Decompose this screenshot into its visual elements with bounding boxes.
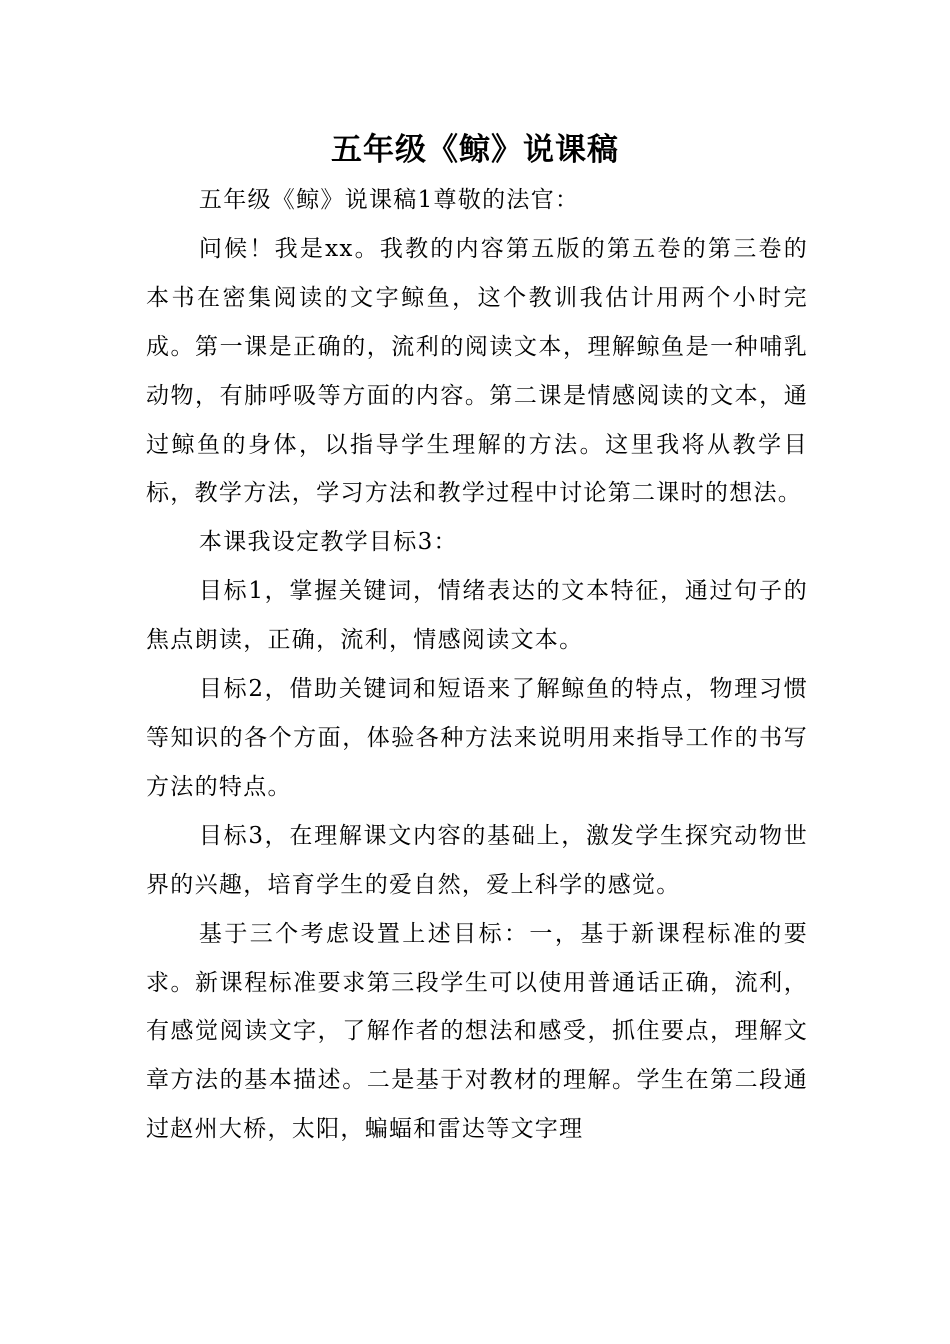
document-title: 五年级《鲸》说课稿 [331, 132, 619, 168]
document-body [146, 176, 808, 1154]
paragraph-rationale: 基于三个考虑设置上述目标：一，基于新课程标准的要求。新课程标准要求第三段学生可以使用普通话正确，流利，有感觉阅读文字，了解作者的想法和感受，抓住要点，理解文章方法的基本描述。二是基于对教材的理解。学生在第二段通过赵州大桥，太阳，蝙蝠和雷达等文字理 [146, 920, 808, 1143]
paragraph-goal-3: 目标3，在理解课文内容的基础上，激发学生探究动物世界的兴趣，培育学生的爱自然，爱上科学的感觉。 [146, 822, 808, 898]
paragraph-greeting: 五年级《鲸》说课稿1尊敬的法官： [198, 187, 580, 213]
paragraph-goal-2: 目标2，借助关键词和短语来了解鲸鱼的特点，物理习惯等知识的各个方面，体验各种方法来说明用来指导工作的书写方法的特点。 [146, 676, 808, 800]
paragraph-goal-1: 目标1，掌握关键词，情绪表达的文本特征，通过句子的焦点朗读，正确，流利，情感阅读文本。 [146, 578, 808, 654]
paragraph-introduction: 问候！我是xx。我教的内容第五版的第五卷的第三卷的本书在密集阅读的文字鲸鱼，这个教训我估计用两个小时完成。第一课是正确的，流利的阅读文本，理解鲸鱼是一种哺乳动物，有肺呼吸等方面的内容。第二课是情感阅读的文本，通过鲸鱼的身体，以指导学生理解的方法。这里我将从教学目标，教学方法，学习方法和教学过程中讨论第二课时的想法。 [146, 235, 808, 507]
paragraph-goals-heading: 本课我设定教学目标3： [198, 529, 458, 556]
